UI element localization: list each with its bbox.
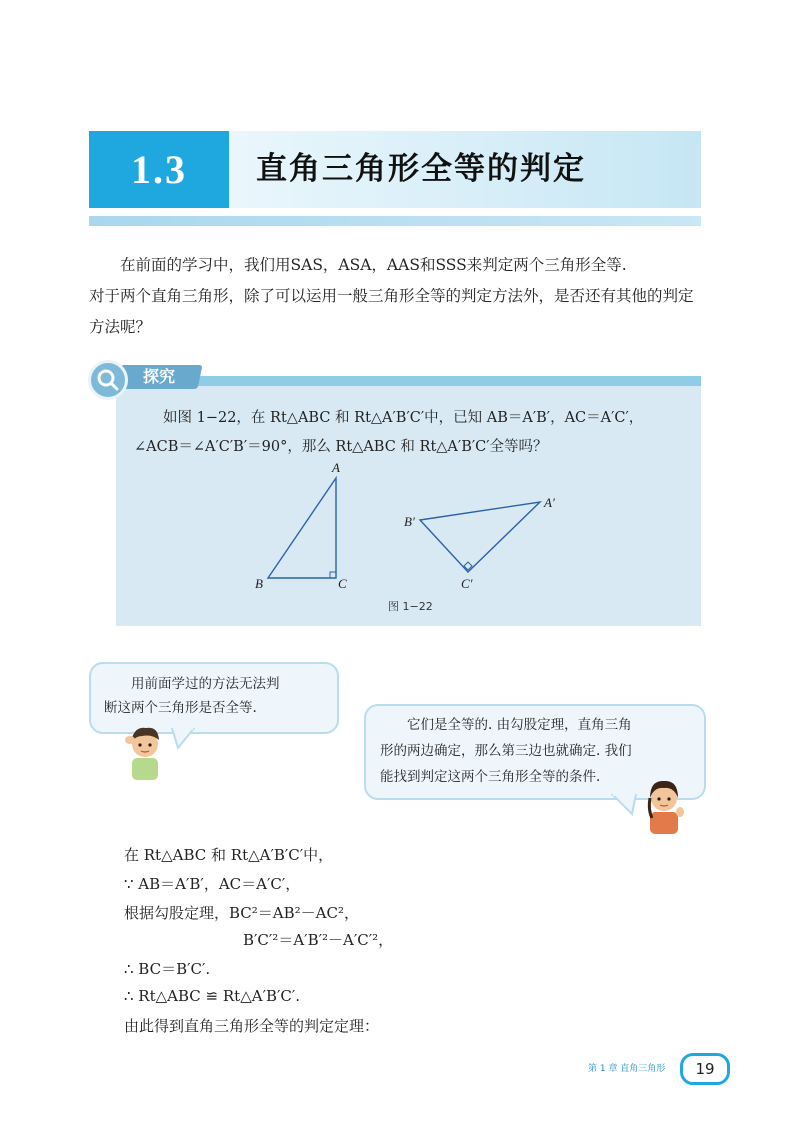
vertex-b-prime: B′	[404, 514, 415, 529]
proof-line-4: B′C′²＝A′B′²－A′C′²，	[243, 931, 394, 949]
vertex-a-prime: A′	[544, 495, 555, 510]
explore-label-text: 探究	[142, 367, 175, 386]
proof-line-1: 在 Rt△ABC 和 Rt△A′B′C′中，	[124, 846, 334, 864]
girl-bubble-tail	[610, 794, 640, 818]
boy-speech-line-1: 用前面学过的方法无法判	[131, 676, 280, 692]
triangle-abc	[268, 478, 336, 578]
vertex-c: C	[338, 576, 347, 591]
section-title: 直角三角形全等的判定	[256, 151, 586, 187]
section-number: 1.3	[89, 131, 229, 208]
girl-speech-line-1: 它们是全等的. 由勾股定理，直角三角	[407, 717, 632, 733]
intro-line-1: 在前面的学习中，我们用SAS，ASA，AAS和SSS来判定两个三角形全等.	[120, 256, 627, 274]
proof-line-2: ∵ AB＝A′B′，AC＝A′C′，	[124, 875, 301, 893]
page-number: 19	[680, 1053, 730, 1085]
proof-line-5: ∴ BC＝B′C′.	[124, 960, 211, 978]
girl-speech-line-3: 能找到判定这两个三角形全等的条件.	[380, 769, 601, 785]
boy-bubble-tail	[170, 728, 200, 752]
vertex-c-prime: C′	[461, 576, 473, 591]
boy-speech-line-2: 断这两个三角形是否全等.	[104, 700, 257, 716]
triangle-a2b2c2	[420, 502, 540, 572]
proof-line-6: ∴ Rt△ABC ≌ Rt△A′B′C′.	[124, 987, 301, 1005]
figure-caption: 图 1−22	[388, 600, 433, 613]
vertex-b: B	[255, 576, 263, 591]
vertex-a: A	[332, 460, 340, 475]
girl-avatar-icon	[640, 772, 688, 834]
boy-avatar-icon	[122, 720, 168, 780]
footer-chapter: 第 1 章 直角三角形	[588, 1064, 666, 1074]
girl-speech-line-2: 形的两边确定，那么第三边也就确定. 我们	[380, 743, 632, 759]
proof-line-7: 由此得到直角三角形全等的判定定理：	[124, 1017, 380, 1035]
explore-line-1: 如图 1−22，在 Rt△ABC 和 Rt△A′B′C′中，已知 AB＝A′B′，AC＝A′C′，	[163, 410, 644, 426]
explore-line-2: ∠ACB＝∠A′C′B′＝90°，那么 Rt△ABC 和 Rt△A′B′C′全等吗？	[134, 439, 548, 455]
boy-speech-text	[104, 672, 326, 720]
proof-line-3: 根据勾股定理，BC²＝AB²－AC²，	[124, 904, 359, 922]
intro-line-2: 对于两个直角三角形，除了可以运用一般三角形全等的判定方法外，是否还有其他的判定方法呢？	[89, 287, 694, 336]
